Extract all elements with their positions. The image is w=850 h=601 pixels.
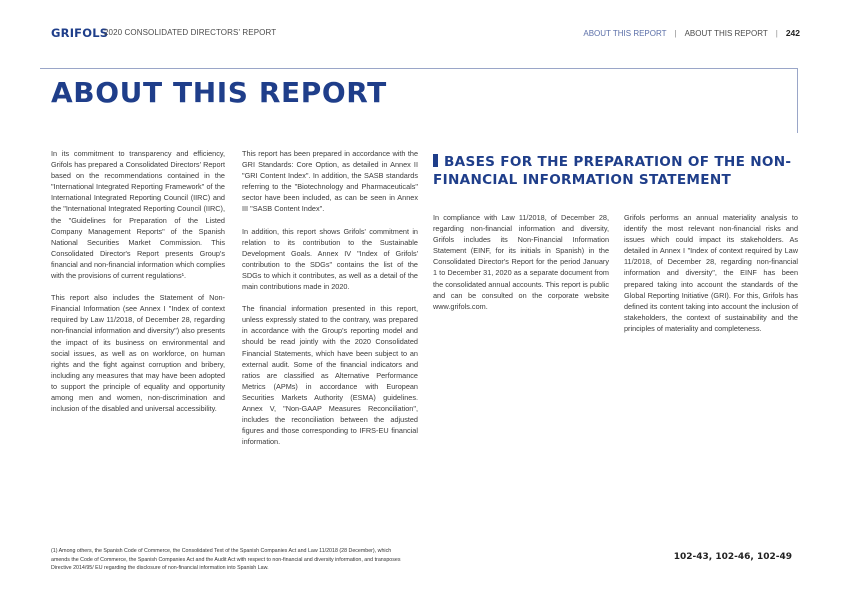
text-column-3 [433, 212, 609, 323]
paragraph: In addition, this report shows Grifols' commitment in relation to its contribution to the Sustainable Development Goals. Annex IV "Index of Grifols' contribution to the SDGs" contains the list of the SDGs to which it contributes, as well as a detail of the main contributions made in 2020. [242, 226, 418, 292]
page-number: 242 [785, 28, 800, 38]
paragraph: In compliance with Law 11/2018, of December 28, regarding non-financial information and diversity, Grifols includes its Non-Financial Information Statement (EINF, for its initials in Spanish) in the Consolidated Director's Report for the period January 1 to December 31, 2020 as a separate document from the consolidated annual accounts. This report is public and can be consulted on the corporate website www.grifols.com. [433, 213, 609, 311]
page-title: ABOUT THIS REPORT [51, 76, 387, 109]
paragraph: This report also includes the Statement of Non-Financial Information (see Annex I "Index of context required by Law 11/2018, of December 28, regarding non-financial information and diversity") also presents the impact of its business on environmental and social issues, as well as on workforce, on human rights and the fight against corruption and bribery, including any measures that may have been adopted to support the principle of equality and opportunity among men and women, non-discrimination and inclusion of the disabled and universal accessibility. [51, 293, 225, 414]
gri-references: 102-43, 102-46, 102-49 [673, 552, 792, 562]
section-heading [433, 153, 793, 189]
breadcrumb-page-link[interactable]: ABOUT THIS REPORT [684, 28, 768, 38]
paragraph: Grifols performs an annual materiality analysis to identify the most relevant non-financial risks and issues which could impact its stakeholders. As detailed in Annex I "Index of context required by Law 11/2018, of December 28, regarding non-financial information and diversity", the EINF has been prepared taking into account the standards of the Global Reporting Initiative (GRI). For this, Grifols has defined its content taking into account the inclusion of stakeholders, the context of sustainability and the principles of materiality and completeness. [624, 213, 798, 333]
breadcrumb-section-link[interactable]: ABOUT THIS REPORT [583, 28, 667, 38]
header-divider-vertical [797, 68, 798, 133]
breadcrumb-separator: | [775, 28, 778, 38]
header-divider [40, 68, 798, 69]
report-name: 2020 CONSOLIDATED DIRECTORS' REPORT [104, 28, 277, 37]
footnote: (1) Among others, the Spanish Code of Commerce, the Consolidated Text of the Spanish Companies Act and Law 11/2018 (28 December), which amends the Code of Commerce, the Spanish Companies Act and the Audit Act with respect to non-financial and diversity information, and transposes Directive 2014/95/ EU regarding the disclosure of non-financial information into Spanish Law. [51, 548, 401, 572]
breadcrumb [583, 28, 800, 38]
text-column-1 [51, 148, 225, 425]
section-heading-text: BASES FOR THE PREPARATION OF THE NON-FINANCIAL INFORMATION STATEMENT [433, 154, 792, 188]
breadcrumb-separator: | [674, 28, 677, 38]
grifols-logo: GRIFOLS [51, 26, 109, 40]
paragraph: In its commitment to transparency and efficiency, Grifols has prepared a Consolidated Directors' Report based on the recommendations contained in the "International Integrated Reporting Framework" of the International Integrated Reporting Council (IIRC) and the "International Integrated Reporting Council (IIRC), the "Guidelines for Preparation of the Listed Company Management Reports" of the Spanish National Securities Market Commission. This Consolidated Director's Report presents Group's financial and non-financial information which complies with the provisions of current regulations¹. [51, 149, 226, 281]
paragraph: This report has been prepared in accordance with the GRI Standards: Core Option, as detailed in Annex II "GRI Content Index". In addition, the SASB standards referring to the "Biotechnology and Pharmaceuticals" sector have been included, as can be seen in Annex III "SASB Content Index". [242, 149, 418, 214]
paragraph: The financial information presented in this report, unless expressly stated to the contrary, was prepared in accordance with the Group's reporting model and should be read jointly with the 2020 Consolidated Financial Statements, which have been subject to an external audit. Some of the financial indicators and ratios are classified as Alternative Performance Metrics (APMs) in accordance with European Securities Markets Authority (ESMA) guidelines. Annex V, "Non-GAAP Measures Reconciliation", includes the reconciliation between the adjusted figures and those corresponding to IFRS-EU financial information. [242, 304, 418, 447]
heading-marker [433, 154, 438, 167]
text-column-4 [624, 212, 798, 345]
text-column-2 [242, 148, 418, 458]
